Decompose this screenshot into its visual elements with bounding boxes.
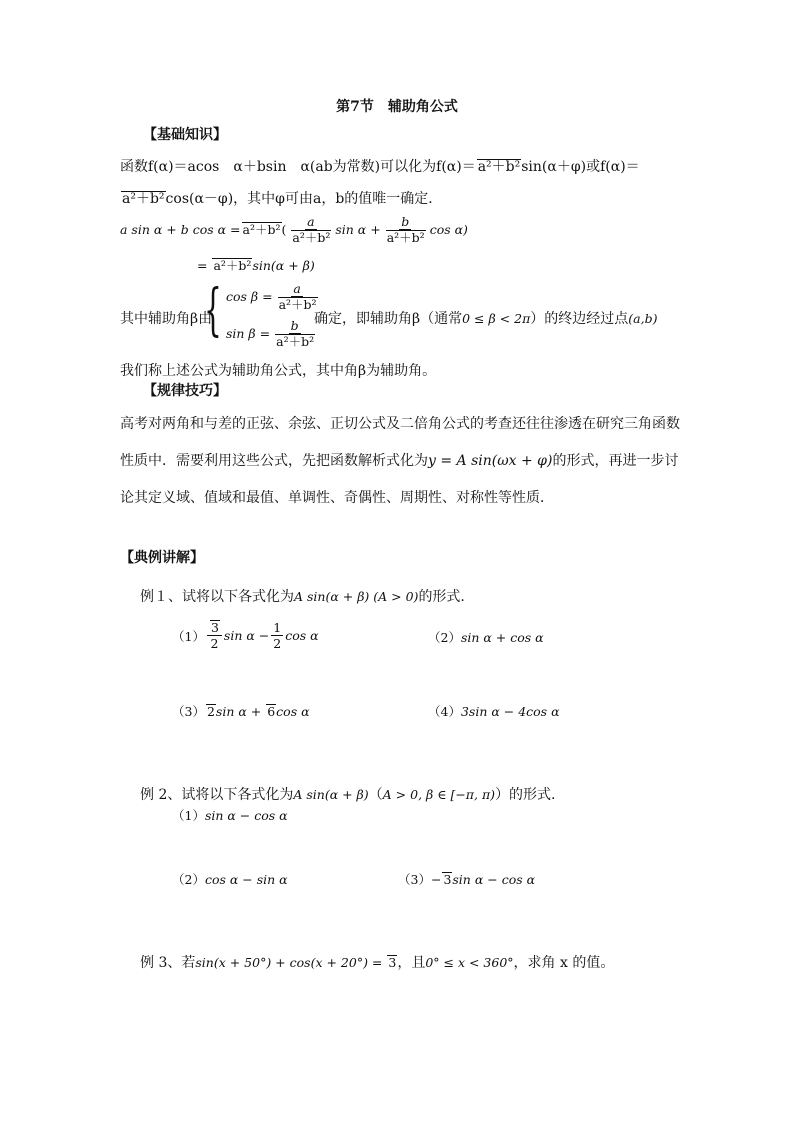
ex1-part-2: （2）sin α + cos α <box>428 630 544 645</box>
aux-pre: 其中辅助角β由 <box>120 311 213 327</box>
ex2-part-3: （3）− 3sin α − cos α <box>398 872 536 887</box>
aux-sin-eq: sin β = $\frac{b}{\text{a²＋b²}}$ <box>226 318 315 349</box>
tips-line-1: 高考对两角和与差的正弦、余弦、正切公式及二倍角公式的考查还往往渗透在研究三角函数 <box>120 416 680 432</box>
ex1-part-3: （3） 2sin α + 6cos α <box>172 704 310 719</box>
page-title: 第7节 辅助角公式 <box>336 99 458 115</box>
example-1-title: 例１、试将以下各式化为A sin(α + β) (A > 0)的形式. <box>140 589 465 605</box>
aux-range: 0 ≤ β < 2π <box>462 311 531 326</box>
ex3-range: 0° ≤ x < 360° <box>425 955 514 970</box>
sqrt-a2b2-2: a²＋b² <box>122 191 165 207</box>
basic-line-2 <box>120 188 442 208</box>
basic-line1-a: 函数f(α)＝acos α＋bsin α(a <box>120 159 324 175</box>
ex2-part-2: （2）cos α − sin α <box>172 872 288 887</box>
expand-line2: sin(α + β) <box>252 258 315 273</box>
ex2-part-1: （1）sin α − cos α <box>172 808 288 823</box>
expansion-line-2: = a²＋b²sin(α + β) <box>197 258 315 273</box>
section-heading-basic: 【基础知识】 <box>143 127 227 143</box>
tips-formula: y = A sin(ωx + φ) <box>428 453 553 469</box>
tips-line-3: 论其定义域、值域和最值、单调性、奇偶性、周期性、对称性等性质． <box>120 490 554 506</box>
basic-line1-c: sin(α＋φ)或f(α)＝ <box>521 159 640 175</box>
expansion-line-1: a sin α + b cos α = a²＋b² ( $\frac{a}{\text{a²＋b²}}$ sin α + $\frac{b}{\text{a²＋b²}}$ cos α) <box>120 214 468 245</box>
aux-post-line: 确定，即辅助角β（通常0 ≤ β < 2π）的终边经过点(a,b) <box>314 311 658 327</box>
example-3: 例 3、若sin(x + 50°) + cos(x + 20°) = 3，且0° ≤ x < 360°，求角 x 的值。 <box>140 955 615 971</box>
sqrt-a2b2-3: a²＋b² <box>242 222 281 238</box>
frac-b-over-sqrt: $\frac{b}{\text{a²＋b²}}$ <box>386 214 425 245</box>
frac-a-over-sqrt: $\frac{a}{\text{a²＋b²}}$ <box>292 214 331 245</box>
ex1-form: A sin(α + β) (A > 0) <box>294 589 419 604</box>
aux-point: (a,b) <box>628 311 658 326</box>
ex2-form: A sin(α + β) <box>293 787 369 802</box>
aux-cos-eq: cos β = $\frac{a}{\text{a²＋b²}}$ <box>226 281 317 312</box>
expand-mid1: sin α + <box>335 222 381 238</box>
ex3-equation: sin(x + 50°) + cos(x + 20°) = <box>195 955 387 970</box>
tips-line-2: 性质中．需要利用这些公式，先把函数解析式化为y = A sin(ωx + φ)的形式，再进一步讨 <box>120 453 679 469</box>
brace-icon: { <box>204 278 222 343</box>
ex2-cond: A > 0, β ∈ [−π, π) <box>382 787 496 802</box>
basic-line1-b: b为常数)可以化为f(α)＝ <box>323 159 476 175</box>
ex1-part-4: （4）3sin α − 4cos α <box>428 704 560 719</box>
section-heading-examples: 【典例讲解】 <box>120 550 204 566</box>
sqrt-a2b2: a²＋b² <box>477 159 521 175</box>
basic-summary: 我们称上述公式为辅助角公式，其中角β为辅助角。 <box>120 363 437 379</box>
expand-lhs: a sin α + b cos α = <box>120 222 241 238</box>
expand-mid2: cos α) <box>429 222 468 238</box>
section-heading-tips: 【规律技巧】 <box>143 383 227 399</box>
basic-line-1 <box>120 156 640 176</box>
example-2-title: 例 2、试将以下各式化为A sin(α + β)（A > 0, β ∈ [−π, π)）的形式. <box>140 787 556 803</box>
basic-line2-b: cos(α－φ)，其中φ可由a，b的值唯一确定． <box>165 191 443 207</box>
sqrt-a2b2-4: a²＋b² <box>213 258 252 273</box>
ex1-part-1: （1） $\frac{3}{2}$ sin α − $\frac{1}{2}$ cos α <box>172 620 319 651</box>
